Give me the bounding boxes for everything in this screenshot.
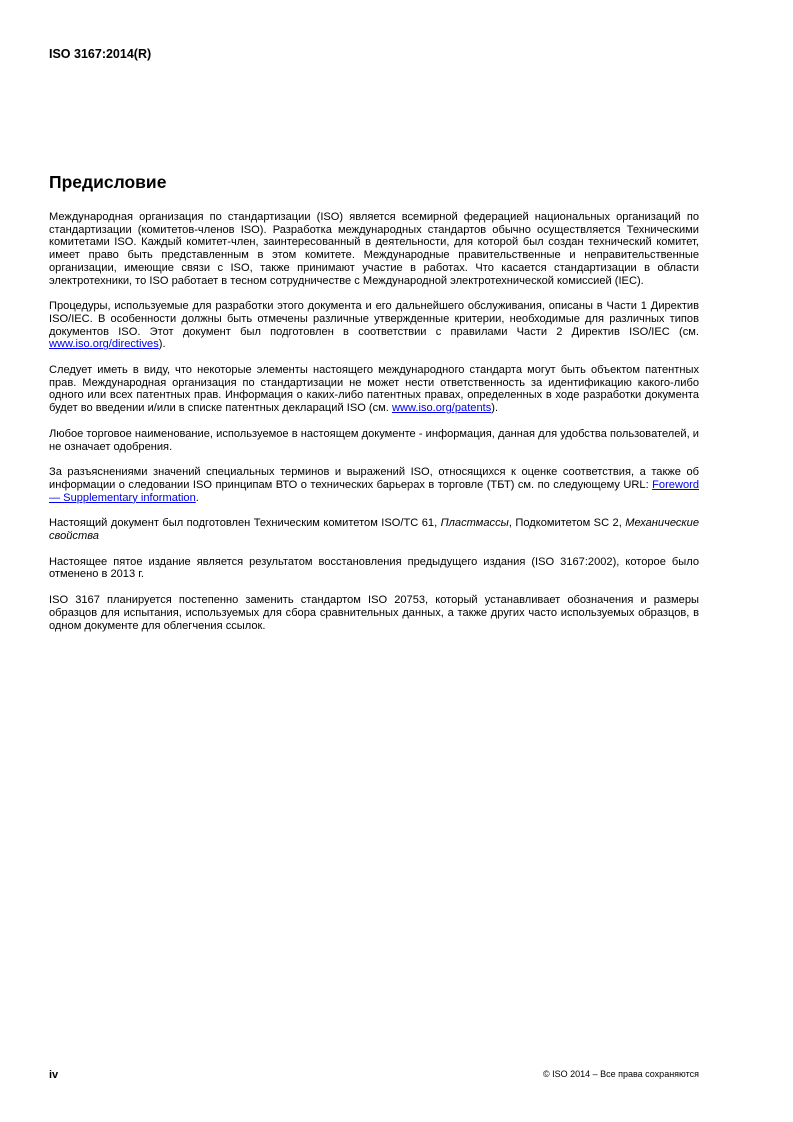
- paragraph-4: Любое торговое наименование, используемое в настоящем документе - информация, данная для удобства пользователей, и не означает одобрения.: [49, 427, 699, 453]
- paragraph-3-text: Следует иметь в виду, что некоторые элементы настоящего международного стандарта могут быть объектом патентных прав. Международная организация по стандартизации не может нести ответственность за идентификацию какого-либо одного или всех патентных прав. Информация о каких-либо патентных правах, определенных в ходе разработки документа будет во введении и/или в списке патентных деклараций ISO (см.: [49, 364, 699, 415]
- paragraph-6-mid: , Подкомитетом SC 2,: [508, 517, 626, 530]
- paragraph-6: [49, 517, 699, 542]
- paragraph-7: Настоящее пятое издание является результатом восстановления предыдущего издания (ISO 3167:2002), которое было отменено в 2013 г.: [49, 555, 699, 581]
- paragraph-3-end: ).: [491, 402, 499, 415]
- document-id: ISO 3167:2014(R): [49, 47, 152, 61]
- copyright-notice: © ISO 2014 – Все права сохраняются: [542, 1069, 699, 1079]
- paragraph-2-end: ).: [158, 338, 166, 351]
- patents-link[interactable]: www.iso.org/patents: [391, 402, 492, 415]
- page-title: Предисловие: [49, 172, 167, 192]
- subcommittee-name: Механические свойства: [49, 517, 699, 543]
- paragraph-6-text: Настоящий документ был подготовлен Техническим комитетом ISO/TC 61,: [49, 517, 441, 530]
- directives-link[interactable]: www.iso.org/directives: [49, 338, 159, 351]
- supplementary-info-link[interactable]: Foreword — Supplementary information: [49, 478, 699, 504]
- paragraph-2: [49, 300, 699, 351]
- committee-name: Пластмассы: [440, 517, 509, 530]
- paragraph-5-end: .: [195, 491, 199, 504]
- page-number: iv: [49, 1069, 59, 1081]
- paragraph-8: ISO 3167 планируется постепенно заменить стандартом ISO 20753, который устанавливает обозначения и размеры образцов для испытания, используемых для сбора сравнительных данных, а также других часто используемых образцов, в одном документе для облегчения ссылок.: [49, 594, 699, 632]
- foreword-body: [49, 211, 699, 645]
- paragraph-5: [49, 466, 699, 504]
- paragraph-3: [49, 364, 699, 415]
- paragraph-2-text: Процедуры, используемые для разработки этого документа и его дальнейшего обслуживания, описаны в Части 1 Директив ISO/IEC. В особенности должны быть отмечены различные утвержденные критерии, необходимые для различных типов документов ISO. Этот документ был подготовлен в соответствии с правилами Части 2 Директив ISO/IEC (см.: [49, 300, 699, 338]
- paragraph-5-text: За разъяснениями значений специальных терминов и выражений ISO, относящихся к оценке соответствия, а также об информации о следовании ISO принципам ВТО о технических барьерах в торговле (ТБТ) см. по следующему URL:: [49, 466, 699, 491]
- paragraph-1: Международная организация по стандартизации (ISO) является всемирной федерацией национальных организаций по стандартизации (комитетов-членов ISO). Разработка международных стандартов обычно осуществляется Техническими комитетами ISO. Каждый комитет-член, заинтересованный в деятельности, для которой был создан технический комитет, имеет право быть представленным в этом комитете. Международные правительственные и неправительственные организации, имеющие связи с ISO, также принимают участие в работах. Что касается стандартизации в области электротехники, то ISO работает в тесном сотрудничестве с Международной электротехнической комиссией (IEC).: [49, 211, 699, 287]
